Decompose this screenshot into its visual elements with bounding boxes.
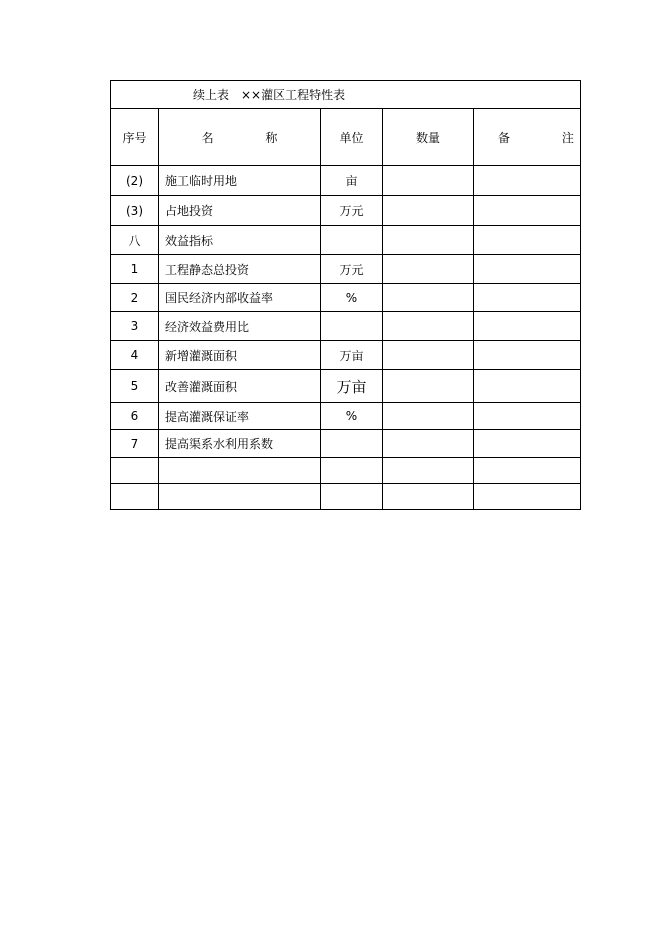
row-remark bbox=[474, 255, 581, 284]
table-row bbox=[111, 226, 581, 255]
row-seq: 7 bbox=[111, 430, 159, 458]
header-unit: 单位 bbox=[321, 109, 383, 166]
table-row bbox=[111, 341, 581, 370]
row-quantity bbox=[383, 458, 474, 484]
row-remark bbox=[474, 312, 581, 341]
row-name: 效益指标 bbox=[159, 226, 321, 255]
row-unit: % bbox=[321, 284, 383, 312]
row-seq: 3 bbox=[111, 312, 159, 341]
table-row bbox=[111, 255, 581, 284]
row-unit bbox=[321, 484, 383, 510]
row-remark bbox=[474, 403, 581, 430]
row-quantity bbox=[383, 166, 474, 196]
row-quantity bbox=[383, 226, 474, 255]
row-remark bbox=[474, 341, 581, 370]
row-name bbox=[159, 458, 321, 484]
row-unit: 万亩 bbox=[321, 341, 383, 370]
row-name: 改善灌溉面积 bbox=[159, 370, 321, 403]
row-name: 国民经济内部收益率 bbox=[159, 284, 321, 312]
row-remark bbox=[474, 458, 581, 484]
row-quantity bbox=[383, 196, 474, 226]
row-quantity bbox=[383, 484, 474, 510]
table-row bbox=[111, 430, 581, 458]
row-unit bbox=[321, 226, 383, 255]
table-row bbox=[111, 312, 581, 341]
row-unit bbox=[321, 430, 383, 458]
row-name: 提高渠系水利用系数 bbox=[159, 430, 321, 458]
row-name: 施工临时用地 bbox=[159, 166, 321, 196]
row-unit bbox=[321, 458, 383, 484]
row-quantity bbox=[383, 403, 474, 430]
table-row bbox=[111, 458, 581, 484]
row-quantity bbox=[383, 341, 474, 370]
row-quantity bbox=[383, 255, 474, 284]
table-row bbox=[111, 196, 581, 226]
table-row bbox=[111, 166, 581, 196]
row-remark bbox=[474, 430, 581, 458]
row-seq: 4 bbox=[111, 341, 159, 370]
row-remark bbox=[474, 284, 581, 312]
row-name: 工程静态总投资 bbox=[159, 255, 321, 284]
row-remark bbox=[474, 370, 581, 403]
row-seq: 八 bbox=[111, 226, 159, 255]
row-name bbox=[159, 484, 321, 510]
row-name: 占地投资 bbox=[159, 196, 321, 226]
row-unit: % bbox=[321, 403, 383, 430]
table-row bbox=[111, 284, 581, 312]
table-row bbox=[111, 370, 581, 403]
row-quantity bbox=[383, 430, 474, 458]
row-seq: 2 bbox=[111, 284, 159, 312]
row-unit bbox=[321, 312, 383, 341]
row-seq bbox=[111, 484, 159, 510]
row-name: 经济效益费用比 bbox=[159, 312, 321, 341]
row-remark bbox=[474, 166, 581, 196]
row-seq: 5 bbox=[111, 370, 159, 403]
row-unit: 亩 bbox=[321, 166, 383, 196]
row-quantity bbox=[383, 370, 474, 403]
row-remark bbox=[474, 196, 581, 226]
table-row bbox=[111, 403, 581, 430]
table-title: 续上表 ××灌区工程特性表 bbox=[111, 81, 581, 109]
row-seq: (3) bbox=[111, 196, 159, 226]
header-remark: 备 注 bbox=[474, 109, 581, 166]
row-seq bbox=[111, 458, 159, 484]
table-header-row bbox=[111, 109, 581, 166]
table-row bbox=[111, 484, 581, 510]
row-quantity bbox=[383, 312, 474, 341]
row-remark bbox=[474, 484, 581, 510]
row-name: 新增灌溉面积 bbox=[159, 341, 321, 370]
row-seq: (2) bbox=[111, 166, 159, 196]
table-title-row bbox=[111, 81, 581, 109]
row-remark bbox=[474, 226, 581, 255]
header-seq: 序号 bbox=[111, 109, 159, 166]
row-quantity bbox=[383, 284, 474, 312]
header-name: 名 称 bbox=[159, 109, 321, 166]
row-unit: 万亩 bbox=[321, 370, 383, 403]
row-seq: 6 bbox=[111, 403, 159, 430]
engineering-characteristics-table bbox=[110, 80, 598, 510]
header-quantity: 数量 bbox=[383, 109, 474, 166]
row-name: 提高灌溉保证率 bbox=[159, 403, 321, 430]
row-unit: 万元 bbox=[321, 196, 383, 226]
row-seq: 1 bbox=[111, 255, 159, 284]
row-unit: 万元 bbox=[321, 255, 383, 284]
